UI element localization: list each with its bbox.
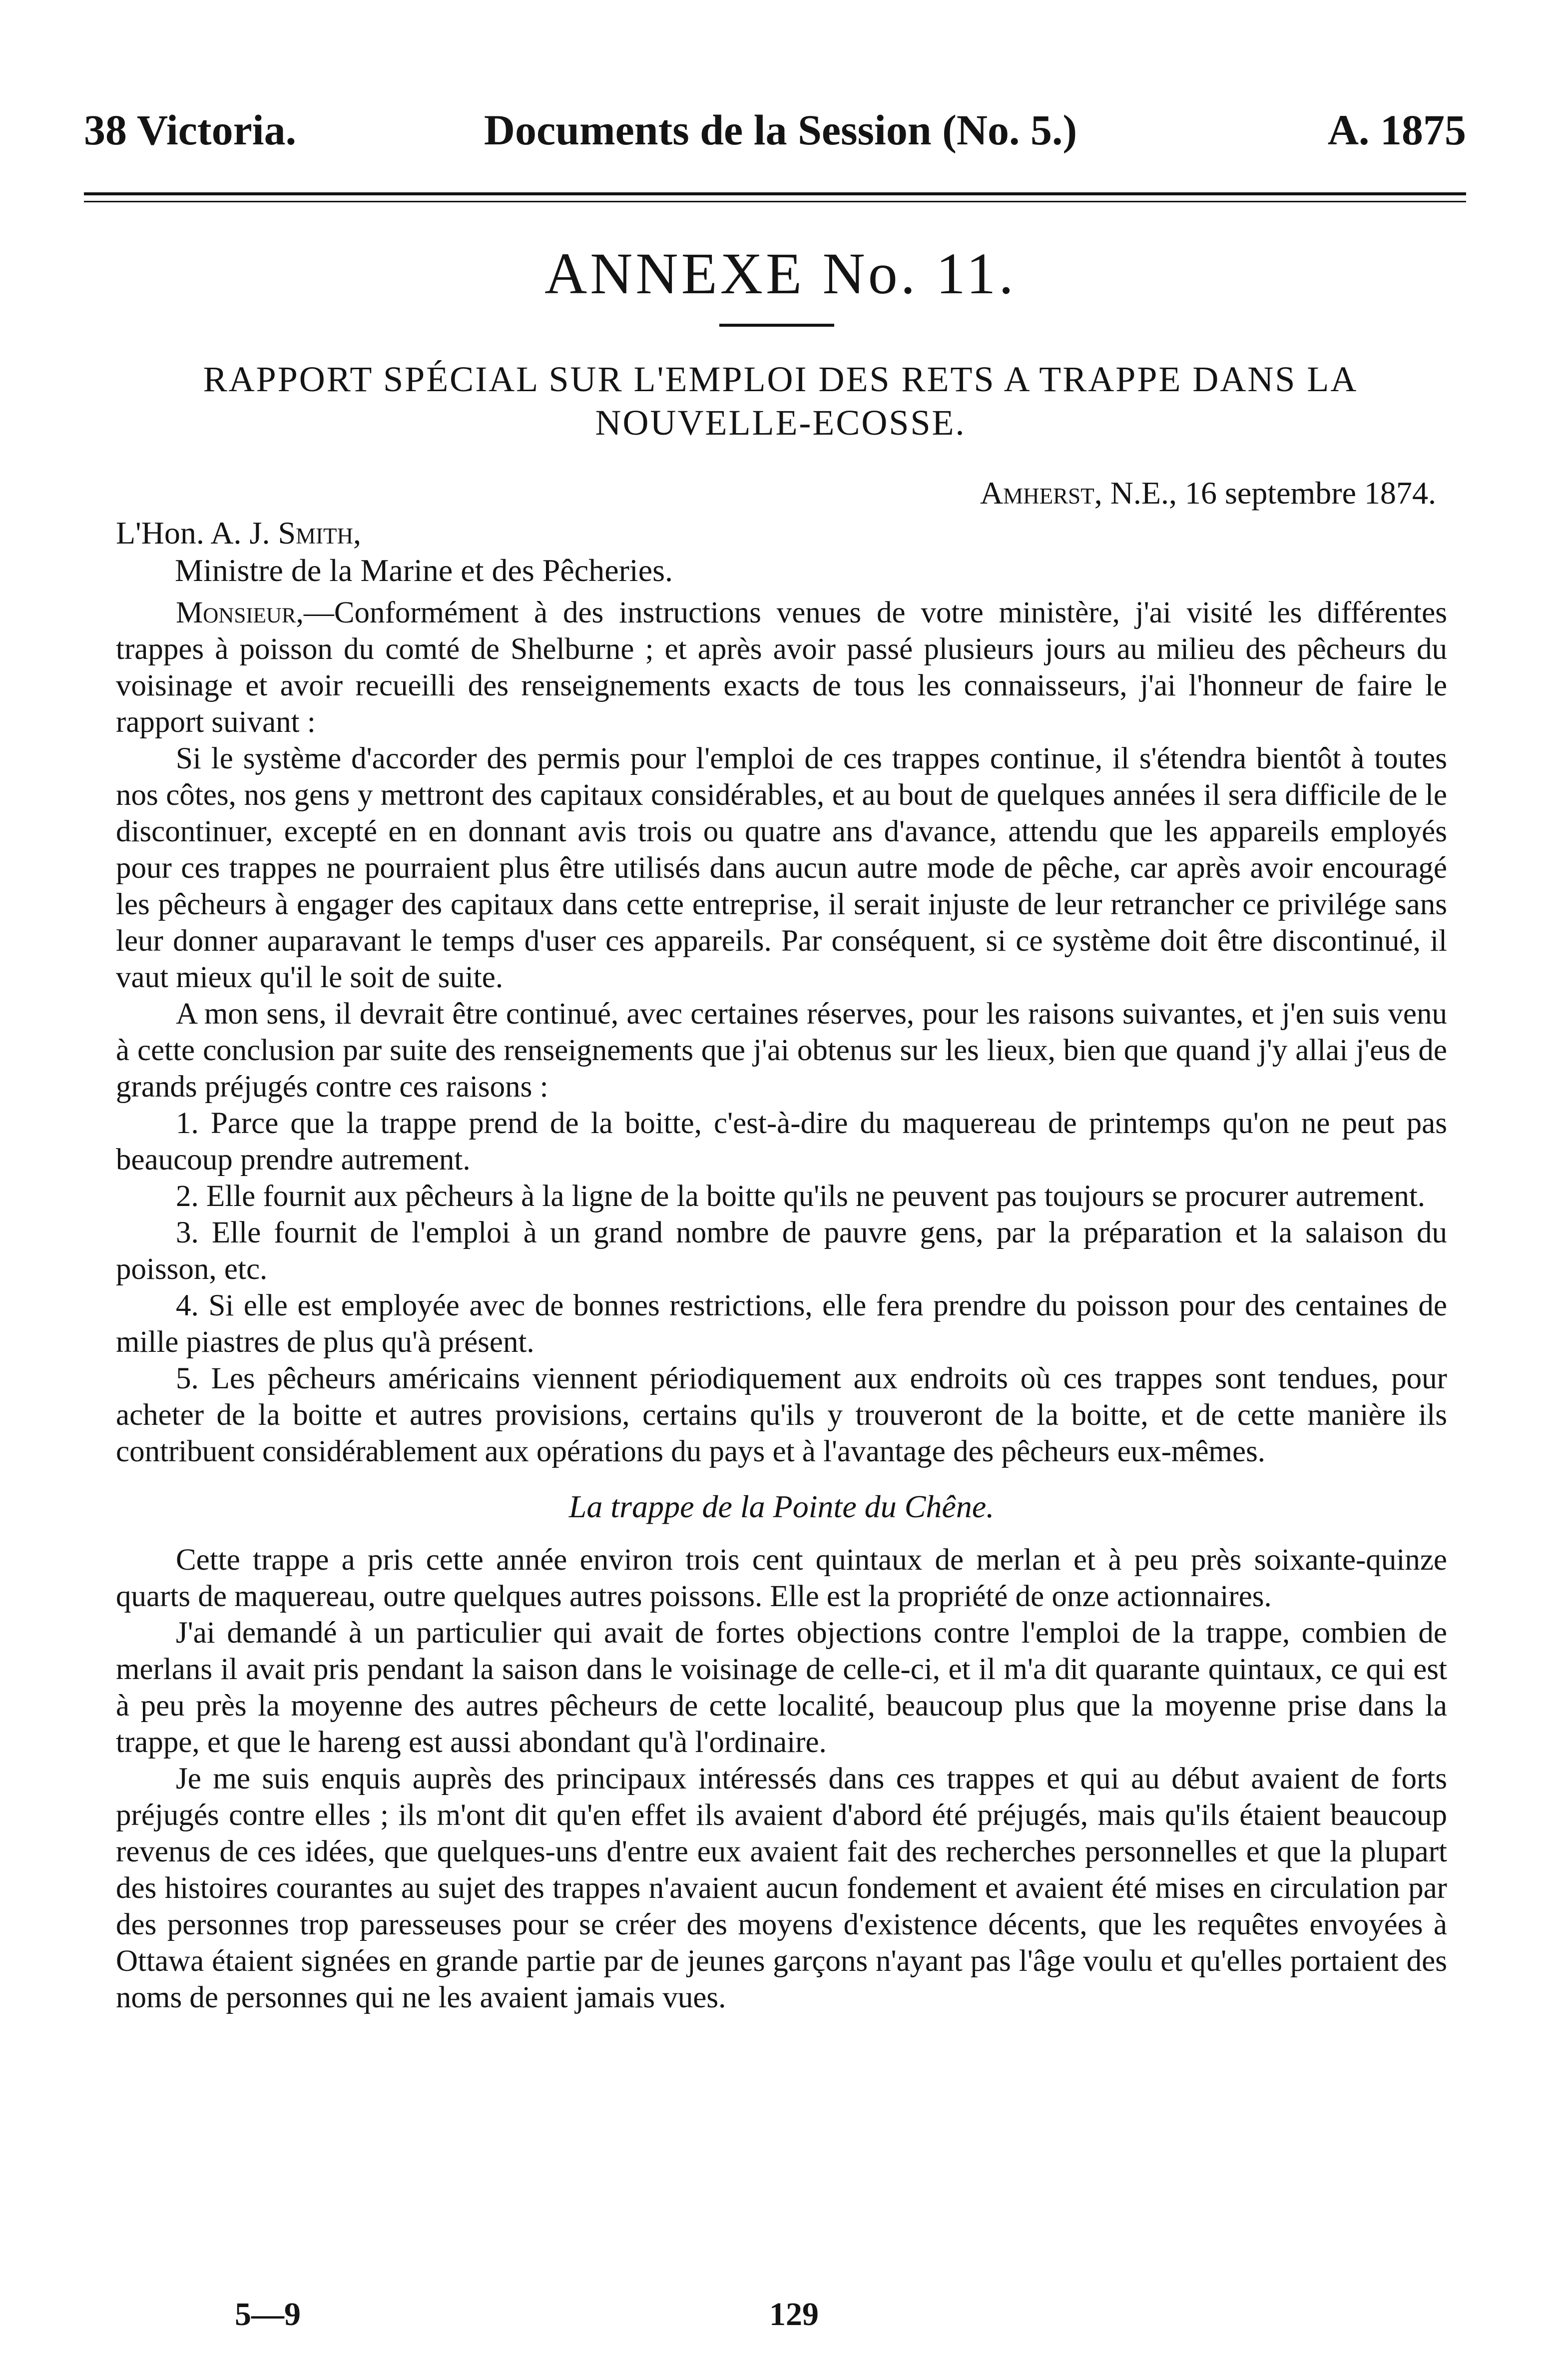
paragraph: Cette trappe a pris cette année environ trois cent quintaux de merlan et à peu près soixante-quinze quarts de maquereau, outre quelques autres poissons. Elle est la propriété de onze actionnaires. xyxy=(116,1543,1447,1613)
paragraph: A mon sens, il devrait être continué, avec certaines réserves, pour les raisons suivantes, et j'en suis venu à cette conclusion par suite des renseignements que j'ai obtenus sur les lieux, bien que quand j'y allai j'eus de grands préjugés contre ces raisons : xyxy=(116,997,1447,1104)
annex-title: ANNEXE No. 11. xyxy=(544,241,1017,306)
report-title-line-1: RAPPORT SPÉCIAL SUR L'EMPLOI DES RETS A TRAPPE DANS LA xyxy=(203,359,1358,399)
place-date-line xyxy=(980,475,1436,512)
page-number: 129 xyxy=(769,2296,819,2333)
paragraph: Si le système d'accorder des permis pour l'emploi de ces trappes continue, il s'étendra bientôt à toutes nos côtes, nos gens y mettront des capitaux considérables, et au bout de quelques années il sera difficile de le discontinuer, excepté en en donnant avis trois ou quatre ans d'avance, attendu que les appareils employés pour ces trappes ne pourraient plus être utilisés dans aucun autre mode de pêche, car après avoir encouragé les pêcheurs à engager des capitaux dans cette entreprise, il serait injuste de leur retrancher ce privilége sans leur donner auparavant le temps d'user ces appareils. Par conséquent, si ce système doit être discontinué, il vaut mieux qu'il le soit de suite. xyxy=(116,742,1447,994)
place-name: Amherst xyxy=(980,475,1094,511)
signature-mark: 5—9 xyxy=(235,2296,301,2333)
running-header-right: A. 1875 xyxy=(1327,106,1466,154)
paragraph: J'ai demandé à un particulier qui avait de fortes objections contre l'emploi de la trappe, combien de merlans il avait pris pendant la saison dans le voisinage de celle-ci, et il m'a dit quarante quintaux, ce qui est à peu près la moyenne des autres pêcheurs de cette localité, beaucoup plus que la moyenne prise dans la trappe, et que le hareng est aussi abondant qu'à l'ordinaire. xyxy=(116,1616,1447,1759)
letter-body xyxy=(116,595,1447,2016)
report-title-line-2: NOUVELLE-ECOSSE. xyxy=(595,403,966,443)
paragraph: Je me suis enquis auprès des principaux intéressés dans ces trappes et qui au début avaient de forts préjugés contre elles ; ils m'ont dit qu'en effet ils avaient d'abord été préjugés, mais qu'ils étaient beaucoup revenus de ces idées, que quelques-uns d'entre eux avaient fait des recherches personnelles et que la plupart des histoires courantes au sujet des trappes n'avaient aucun fondement et avaient été mises en circulation par des personnes trop paresseuses pour se créer des moyens d'existence décents, que les requêtes envoyées à Ottawa étaient signées en grande partie par de jeunes garçons n'ayant pas l'âge voulu et qu'elles portaient des noms de personnes qui ne les avaient jamais vues. xyxy=(116,1762,1447,2014)
numbered-reason: 3. Elle fournit de l'emploi à un grand nombre de pauvre gens, par la préparation et la salaison du poisson, etc. xyxy=(116,1216,1447,1286)
annex-divider xyxy=(719,324,834,327)
addressee-name: Smith xyxy=(278,515,354,551)
section-heading: La trappe de la Pointe du Chêne. xyxy=(568,1489,995,1524)
numbered-reason: 1. Parce que la trappe prend de la boitte, c'est-à-dire du maquereau de printemps qu'on ne peut pas beaucoup prendre autrement. xyxy=(116,1107,1447,1177)
addressee-suffix: , xyxy=(353,515,362,551)
addressee-title: Ministre de la Marine et des Pêcheries. xyxy=(175,553,673,588)
running-header-center: Documents de la Session (No. 5.) xyxy=(484,106,1077,154)
numbered-reason: 2. Elle fournit aux pêcheurs à la ligne de la boitte qu'ils ne peuvent pas toujours se procurer autrement. xyxy=(176,1180,1426,1213)
date-text: , N.E., 16 septembre 1874. xyxy=(1094,475,1436,511)
salutation: Monsieur, xyxy=(176,596,304,629)
addressee-prefix: L'Hon. A. J. xyxy=(116,515,278,551)
paragraph xyxy=(116,595,1447,740)
addressee-line xyxy=(116,515,361,552)
header-rule-thick xyxy=(84,192,1466,195)
header-rule-thin xyxy=(84,201,1466,202)
numbered-reason: 5. Les pêcheurs américains viennent périodiquement aux endroits où ces trappes sont tendues, pour acheter de la boitte et autres provisions, certains qu'ils y trouveront de la boitte, et de cette manière ils contribuent considérablement aux opérations du pays et à l'avantage des pêcheurs eux-mêmes. xyxy=(116,1362,1447,1468)
paragraph-text: —Conformément à des instructions venues de votre ministère, j'ai visité les différentes trappes à poisson du comté de Shelburne ; et après avoir passé plusieurs jours au milieu des pêcheurs du voisinage et avoir recueilli des renseignements exacts de tous les connaisseurs, j'ai l'honneur de faire le rapport suivant : xyxy=(116,596,1447,739)
running-header-left: 38 Victoria. xyxy=(84,106,297,154)
numbered-reason: 4. Si elle est employée avec de bonnes restrictions, elle fera prendre du poisson pour des centaines de mille piastres de plus qu'à présent. xyxy=(116,1289,1447,1359)
